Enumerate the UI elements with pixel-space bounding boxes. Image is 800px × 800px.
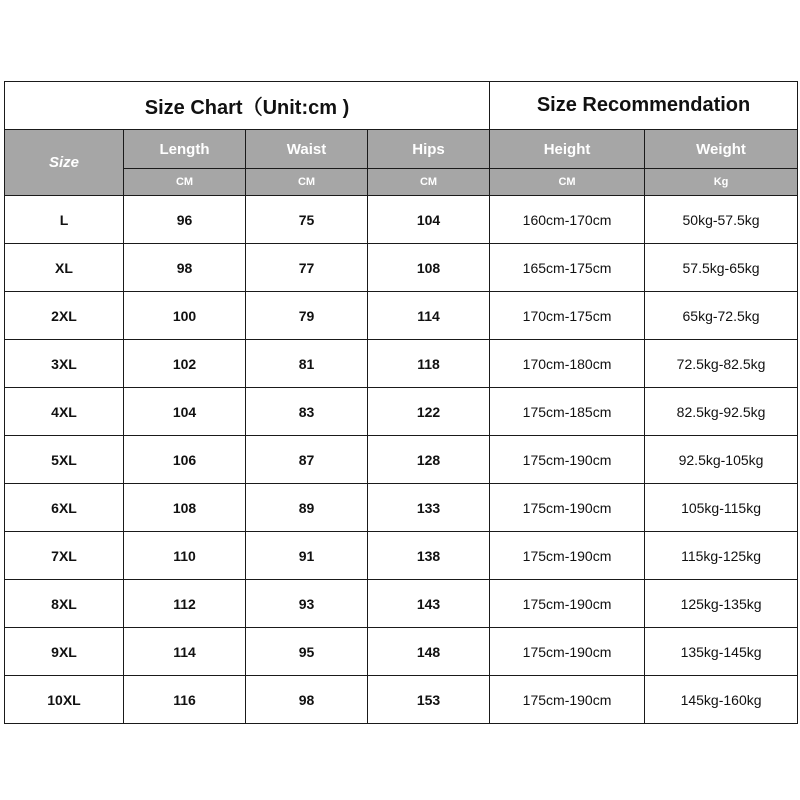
table-row	[5, 676, 798, 724]
height-unit: CM	[490, 169, 645, 196]
hips-cell: 114	[368, 292, 490, 340]
height-cell: 160cm-170cm	[490, 196, 645, 244]
weight-cell: 125kg-135kg	[645, 580, 798, 628]
hips-cell: 122	[368, 388, 490, 436]
waist-cell: 83	[246, 388, 368, 436]
waist-cell: 98	[246, 676, 368, 724]
waist-cell: 79	[246, 292, 368, 340]
size-chart-table	[4, 81, 798, 724]
hips-unit: CM	[368, 169, 490, 196]
size-cell: 5XL	[5, 436, 124, 484]
size-cell: 9XL	[5, 628, 124, 676]
hips-cell: 143	[368, 580, 490, 628]
weight-cell: 92.5kg-105kg	[645, 436, 798, 484]
title-row	[5, 82, 798, 130]
waist-cell: 91	[246, 532, 368, 580]
hips-cell: 153	[368, 676, 490, 724]
length-cell: 110	[124, 532, 246, 580]
length-cell: 114	[124, 628, 246, 676]
table-row	[5, 628, 798, 676]
length-column-header: Length	[124, 130, 246, 169]
size-cell: 10XL	[5, 676, 124, 724]
table-row	[5, 340, 798, 388]
size-chart-title: Size Chart（Unit:cm )	[5, 82, 490, 130]
weight-cell: 57.5kg-65kg	[645, 244, 798, 292]
weight-cell: 82.5kg-92.5kg	[645, 388, 798, 436]
weight-cell: 145kg-160kg	[645, 676, 798, 724]
hips-cell: 148	[368, 628, 490, 676]
table-row	[5, 484, 798, 532]
waist-cell: 89	[246, 484, 368, 532]
height-cell: 175cm-190cm	[490, 484, 645, 532]
length-cell: 106	[124, 436, 246, 484]
weight-cell: 72.5kg-82.5kg	[645, 340, 798, 388]
height-cell: 165cm-175cm	[490, 244, 645, 292]
waist-cell: 95	[246, 628, 368, 676]
size-cell: 6XL	[5, 484, 124, 532]
length-cell: 116	[124, 676, 246, 724]
weight-cell: 135kg-145kg	[645, 628, 798, 676]
waist-cell: 93	[246, 580, 368, 628]
waist-unit: CM	[246, 169, 368, 196]
length-cell: 104	[124, 388, 246, 436]
length-cell: 102	[124, 340, 246, 388]
height-cell: 175cm-190cm	[490, 532, 645, 580]
size-cell: XL	[5, 244, 124, 292]
hips-cell: 104	[368, 196, 490, 244]
weight-cell: 50kg-57.5kg	[645, 196, 798, 244]
weight-cell: 65kg-72.5kg	[645, 292, 798, 340]
hips-cell: 108	[368, 244, 490, 292]
waist-cell: 75	[246, 196, 368, 244]
weight-cell: 105kg-115kg	[645, 484, 798, 532]
table-row	[5, 196, 798, 244]
height-cell: 175cm-190cm	[490, 580, 645, 628]
hips-column-header: Hips	[368, 130, 490, 169]
hips-cell: 118	[368, 340, 490, 388]
waist-column-header: Waist	[246, 130, 368, 169]
length-cell: 108	[124, 484, 246, 532]
height-cell: 175cm-190cm	[490, 628, 645, 676]
height-cell: 170cm-180cm	[490, 340, 645, 388]
size-cell: 4XL	[5, 388, 124, 436]
size-recommendation-title: Size Recommendation	[490, 82, 798, 130]
waist-cell: 81	[246, 340, 368, 388]
table-row	[5, 244, 798, 292]
height-cell: 175cm-185cm	[490, 388, 645, 436]
height-cell: 175cm-190cm	[490, 436, 645, 484]
size-cell: 3XL	[5, 340, 124, 388]
size-cell: 7XL	[5, 532, 124, 580]
size-cell: L	[5, 196, 124, 244]
table-row	[5, 436, 798, 484]
length-cell: 96	[124, 196, 246, 244]
length-cell: 112	[124, 580, 246, 628]
table-row	[5, 580, 798, 628]
waist-cell: 87	[246, 436, 368, 484]
size-cell: 8XL	[5, 580, 124, 628]
waist-cell: 77	[246, 244, 368, 292]
length-unit: CM	[124, 169, 246, 196]
column-header-row	[5, 130, 798, 169]
weight-unit: Kg	[645, 169, 798, 196]
height-column-header: Height	[490, 130, 645, 169]
table-row	[5, 388, 798, 436]
length-cell: 98	[124, 244, 246, 292]
hips-cell: 128	[368, 436, 490, 484]
weight-cell: 115kg-125kg	[645, 532, 798, 580]
hips-cell: 138	[368, 532, 490, 580]
table-row	[5, 292, 798, 340]
length-cell: 100	[124, 292, 246, 340]
height-cell: 175cm-190cm	[490, 676, 645, 724]
size-column-header: Size	[5, 130, 124, 196]
size-cell: 2XL	[5, 292, 124, 340]
unit-row	[5, 169, 798, 196]
height-cell: 170cm-175cm	[490, 292, 645, 340]
weight-column-header: Weight	[645, 130, 798, 169]
table-row	[5, 532, 798, 580]
hips-cell: 133	[368, 484, 490, 532]
